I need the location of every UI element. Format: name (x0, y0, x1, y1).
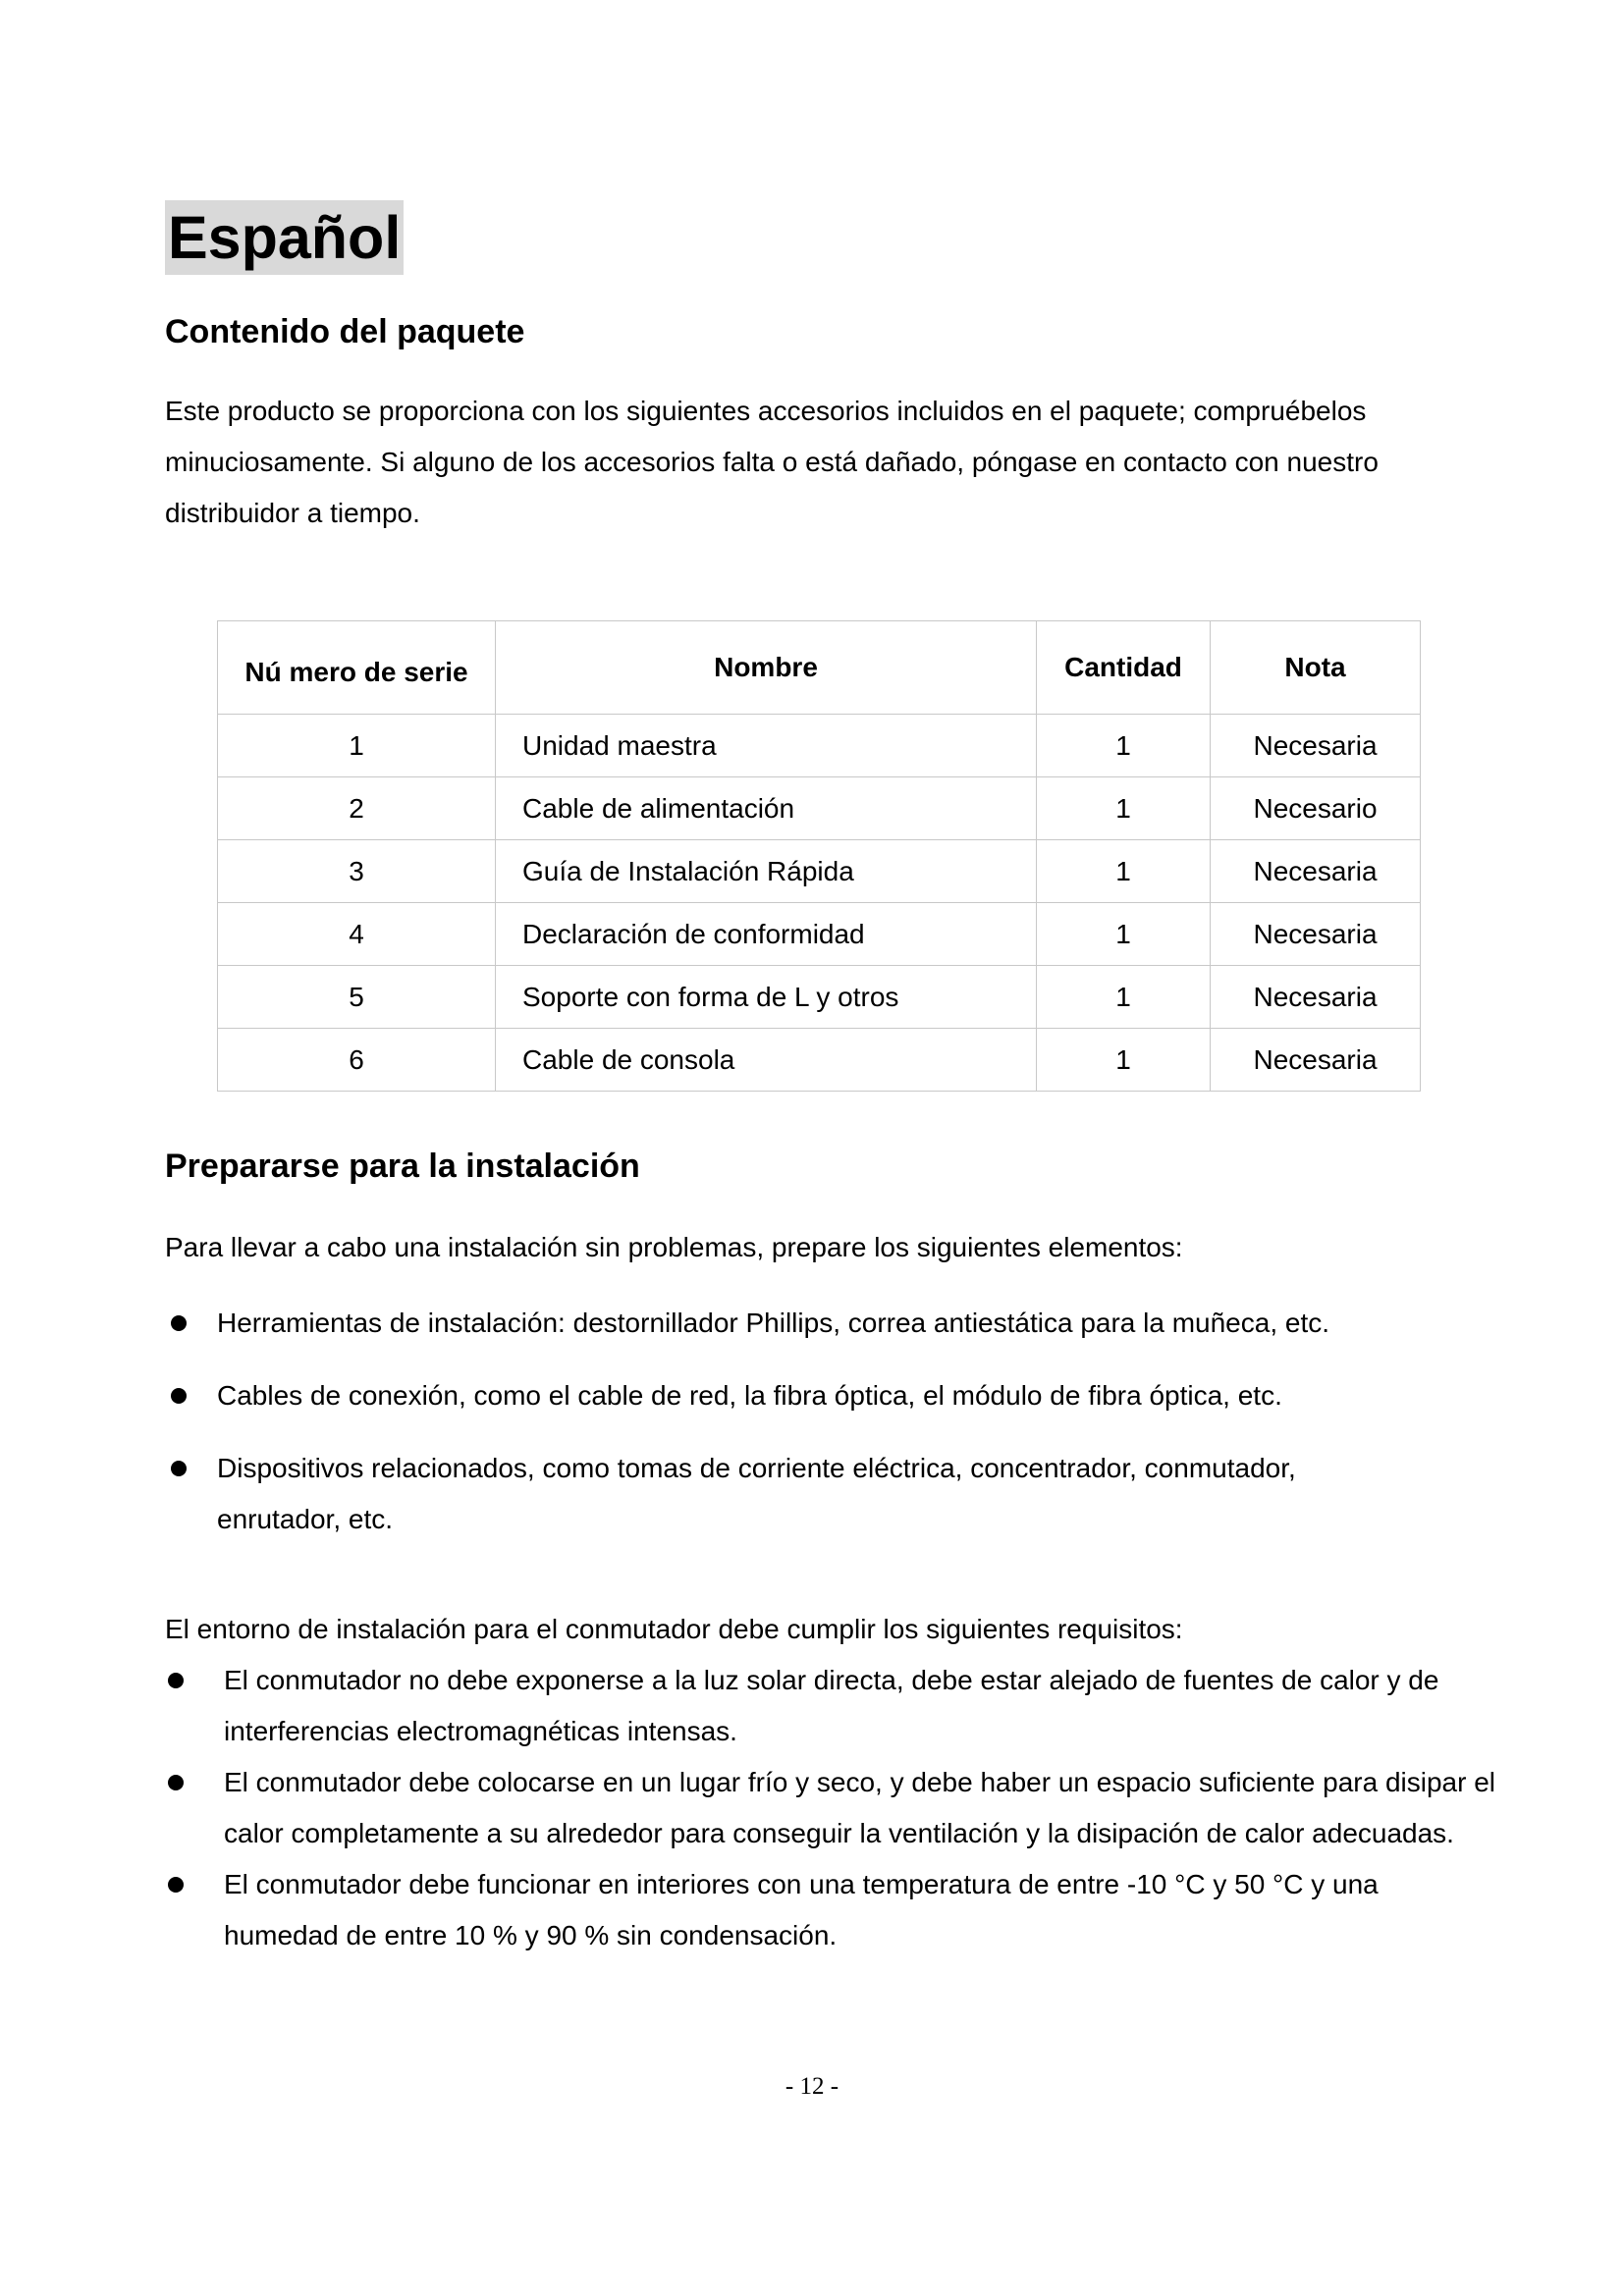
cell-serial: 2 (218, 777, 496, 840)
bullet-icon (171, 1388, 187, 1404)
bullet-icon (168, 1673, 184, 1688)
cell-name (496, 903, 1037, 966)
cell-name-text: Unidad maestra (522, 729, 717, 761)
package-table (217, 620, 1421, 1092)
cell-quantity: 1 (1037, 840, 1211, 903)
list-item (217, 1370, 1493, 1421)
header-serial: Nú mero de serie (218, 621, 496, 715)
cell-note: Necesaria (1211, 715, 1421, 777)
bullet-icon (171, 1315, 187, 1331)
environment-list (224, 1655, 1500, 1961)
table-row (218, 903, 1421, 966)
table-row (218, 1029, 1421, 1092)
table-row (218, 715, 1421, 777)
cell-serial: 6 (218, 1029, 496, 1092)
environment-intro: El entorno de instalación para el conmutador debe cumplir los siguientes requisitos: (165, 1614, 1183, 1644)
cell-serial: 1 (218, 715, 496, 777)
cell-quantity: 1 (1037, 715, 1211, 777)
cell-name (496, 966, 1037, 1029)
cell-name-text: Cable de alimentación (522, 792, 795, 824)
cell-name (496, 840, 1037, 903)
cell-quantity: 1 (1037, 1029, 1211, 1092)
list-item-text: Cables de conexión, como el cable de red, la fibra óptica, el módulo de fibra óptica, etc. (217, 1380, 1282, 1411)
table-row (218, 840, 1421, 903)
list-item-text: Dispositivos relacionados, como tomas de corriente eléctrica, concentrador, conmutador, enrutador, etc. (217, 1453, 1296, 1534)
table-row (218, 966, 1421, 1029)
cell-note: Necesaria (1211, 840, 1421, 903)
cell-serial: 3 (218, 840, 496, 903)
cell-serial: 4 (218, 903, 496, 966)
cell-name (496, 1029, 1037, 1092)
preparation-list (217, 1298, 1493, 1545)
list-item (224, 1757, 1500, 1859)
list-item (217, 1298, 1493, 1349)
bullet-icon (168, 1877, 184, 1893)
header-name: Nombre (496, 621, 1037, 715)
cell-note: Necesario (1211, 777, 1421, 840)
package-intro: Este producto se proporciona con los siguientes accesorios incluidos en el paquete; compruébelos minuciosamente. Si alguno de los accesorios falta o está dañado, póngase en contacto con nuestro distribuidor a tiempo. (165, 396, 1379, 528)
page-title: Español (165, 200, 404, 275)
list-item-text: El conmutador no debe exponerse a la luz solar directa, debe estar alejado de fuentes de calor y de interferencias electromagnéticas intensas. (224, 1665, 1439, 1746)
table-header-row (218, 621, 1421, 715)
list-item (217, 1443, 1376, 1545)
list-item-text: El conmutador debe colocarse en un lugar frío y seco, y debe haber un espacio suficiente para disipar el calor completamente a su alrededor para conseguir la ventilación y la disipación de calor adecuadas. (224, 1767, 1495, 1848)
cell-name-text: Cable de consola (522, 1043, 735, 1075)
cell-name-text: Guía de Instalación Rápida (522, 855, 854, 886)
list-item (224, 1859, 1500, 1961)
cell-serial: 5 (218, 966, 496, 1029)
header-quantity: Cantidad (1037, 621, 1211, 715)
cell-note: Necesaria (1211, 966, 1421, 1029)
cell-name-text: Declaración de conformidad (522, 918, 865, 949)
cell-quantity: 1 (1037, 777, 1211, 840)
list-item-text: Herramientas de instalación: destornillador Phillips, correa antiestática para la muñeca, etc. (217, 1308, 1330, 1338)
table-row (218, 777, 1421, 840)
cell-quantity: 1 (1037, 903, 1211, 966)
cell-quantity: 1 (1037, 966, 1211, 1029)
cell-note: Necesaria (1211, 1029, 1421, 1092)
cell-name (496, 777, 1037, 840)
list-item (224, 1655, 1500, 1757)
list-item-text: El conmutador debe funcionar en interiores con una temperatura de entre -10 °C y 50 °C y una humedad de entre 10 % y 90 % sin condensación. (224, 1869, 1379, 1950)
section-heading-package: Contenido del paquete (165, 313, 525, 350)
cell-name-text: Soporte con forma de L y otros (522, 981, 899, 1012)
page-number: - 12 - (785, 2073, 839, 2100)
section-heading-preparation: Prepararse para la instalación (165, 1148, 640, 1185)
bullet-icon (168, 1775, 184, 1790)
preparation-intro: Para llevar a cabo una instalación sin problemas, prepare los siguientes elementos: (165, 1232, 1183, 1262)
bullet-icon (171, 1461, 187, 1476)
cell-name (496, 715, 1037, 777)
cell-note: Necesaria (1211, 903, 1421, 966)
header-note: Nota (1211, 621, 1421, 715)
